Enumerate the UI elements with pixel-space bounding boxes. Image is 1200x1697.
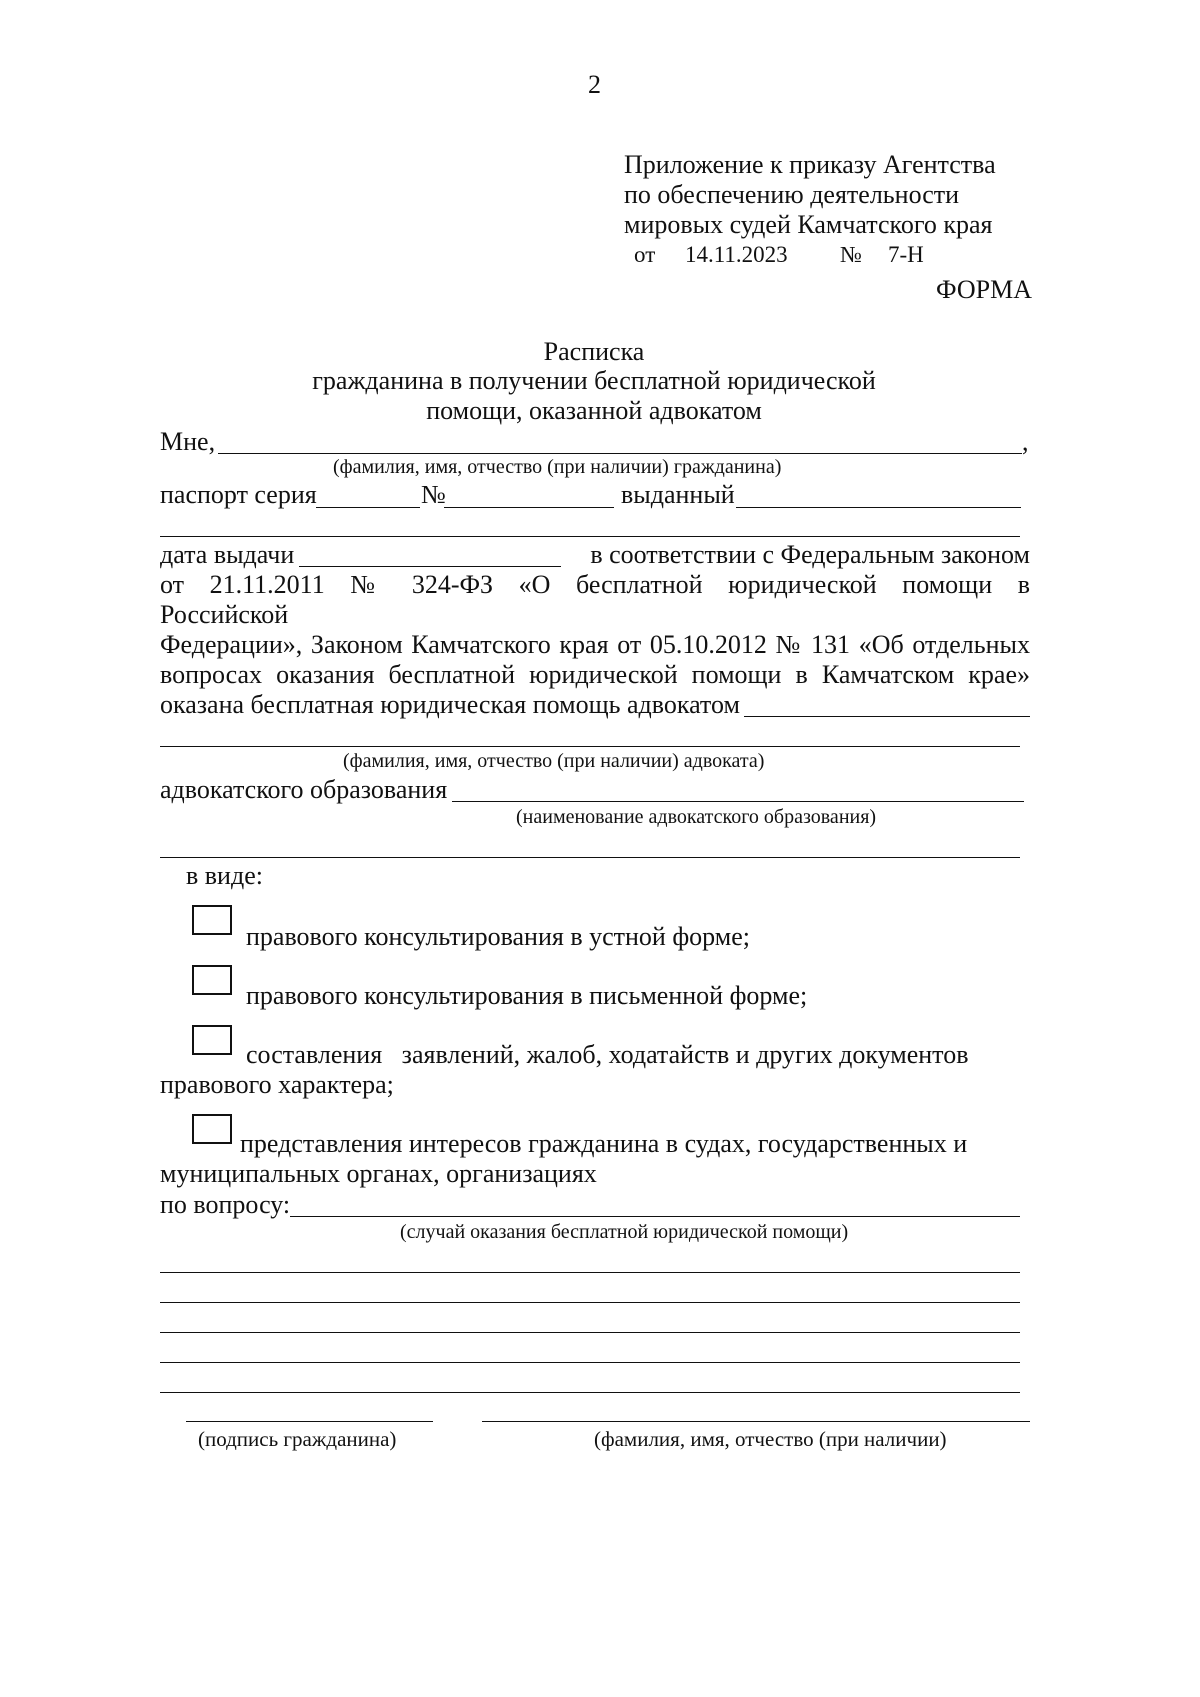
law-text-1: в соответствии с Федеральным законом bbox=[590, 540, 1030, 569]
law-text-2: от 21.11.2011 № 324-ФЗ «О бесплатной юридической помощи в bbox=[160, 570, 1030, 599]
issued-by-line[interactable] bbox=[736, 507, 1021, 508]
written-consultation-checkbox[interactable] bbox=[192, 965, 232, 995]
question-line-5[interactable] bbox=[160, 1362, 1020, 1363]
signer-name-hint: (фамилия, имя, отчество (при наличии) bbox=[594, 1427, 947, 1451]
issue-date-label: дата выдачи bbox=[160, 540, 295, 569]
question-label: по вопросу: bbox=[160, 1190, 291, 1219]
representation-checkbox[interactable] bbox=[192, 1114, 232, 1144]
issued-label: выданный bbox=[621, 480, 735, 509]
page-number: 2 bbox=[588, 70, 601, 99]
appendix-line-2: по обеспечению деятельности bbox=[624, 180, 960, 209]
representation-label-continuation: муниципальных органах, организациях bbox=[160, 1159, 597, 1188]
in-form-label: в виде: bbox=[186, 861, 263, 890]
oral-consultation-label: правового консультирования в устной форме; bbox=[246, 922, 751, 951]
written-consultation-label: правового консультирования в письменной форме; bbox=[246, 981, 808, 1010]
passport-number-line[interactable] bbox=[444, 507, 614, 508]
appendix-line-3: мировых судей Камчатского края bbox=[624, 210, 993, 239]
issued-by-line-2[interactable] bbox=[160, 536, 1020, 537]
document-title: Расписка bbox=[543, 337, 645, 366]
appendix-from-label: от bbox=[634, 242, 656, 267]
signature-hint: (подпись гражданина) bbox=[198, 1427, 397, 1451]
documents-label-continuation: правового характера; bbox=[160, 1070, 394, 1099]
oral-consultation-checkbox[interactable] bbox=[192, 905, 232, 935]
representation-label: представления интересов гражданина в судах, государственных и bbox=[240, 1129, 968, 1158]
passport-number-label: № bbox=[421, 480, 446, 509]
question-hint: (случай оказания бесплатной юридической помощи) bbox=[400, 1221, 849, 1243]
form-label: ФОРМА bbox=[936, 275, 1032, 304]
appendix-line-1: Приложение к приказу Агентства bbox=[624, 150, 996, 179]
appendix-number: 7-Н bbox=[888, 242, 924, 267]
issue-date-line[interactable] bbox=[299, 566, 561, 567]
appendix-date: 14.11.2023 bbox=[685, 242, 788, 267]
me-label: Мне, bbox=[160, 427, 216, 456]
bar-name-line[interactable] bbox=[452, 801, 1024, 802]
lawyer-name-hint: (фамилия, имя, отчество (при наличии) адвоката) bbox=[343, 750, 765, 772]
document-subtitle-line-2: помощи, оказанной адвокатом bbox=[426, 396, 762, 425]
law-text-3: Российской bbox=[160, 600, 289, 629]
appendix-number-sign: № bbox=[840, 242, 862, 267]
passport-series-label: паспорт серия bbox=[160, 480, 317, 509]
signer-name-line[interactable] bbox=[482, 1421, 1030, 1422]
signature-line[interactable] bbox=[186, 1421, 433, 1422]
me-comma: , bbox=[1022, 427, 1029, 456]
question-line-2[interactable] bbox=[160, 1272, 1020, 1273]
passport-series-line[interactable] bbox=[316, 507, 420, 508]
lawyer-name-line-2[interactable] bbox=[160, 746, 1020, 747]
documents-label: составления заявлений, жалоб, ходатайств и других документов bbox=[246, 1040, 969, 1069]
citizen-name-line[interactable] bbox=[218, 453, 1022, 454]
law-text-5: вопросах оказания бесплатной юридической помощи в Камчатском крае» bbox=[160, 660, 1030, 689]
bar-label: адвокатского образования bbox=[160, 775, 448, 804]
document-subtitle-line-1: гражданина в получении бесплатной юридической bbox=[312, 366, 876, 395]
law-text-4: Федерации», Законом Камчатского края от 05.10.2012 № 131 «Об отдельных bbox=[160, 630, 1030, 659]
question-line-6[interactable] bbox=[160, 1392, 1020, 1393]
documents-checkbox[interactable] bbox=[192, 1025, 232, 1055]
citizen-name-hint: (фамилия, имя, отчество (при наличии) гражданина) bbox=[333, 456, 782, 478]
law-text-6: оказана бесплатная юридическая помощь адвокатом bbox=[160, 690, 740, 719]
question-line-4[interactable] bbox=[160, 1332, 1020, 1333]
bar-name-hint: (наименование адвокатского образования) bbox=[516, 806, 877, 828]
bar-name-line-2[interactable] bbox=[160, 857, 1020, 858]
question-line-3[interactable] bbox=[160, 1302, 1020, 1303]
question-line[interactable] bbox=[290, 1216, 1020, 1217]
lawyer-name-line[interactable] bbox=[744, 716, 1030, 717]
